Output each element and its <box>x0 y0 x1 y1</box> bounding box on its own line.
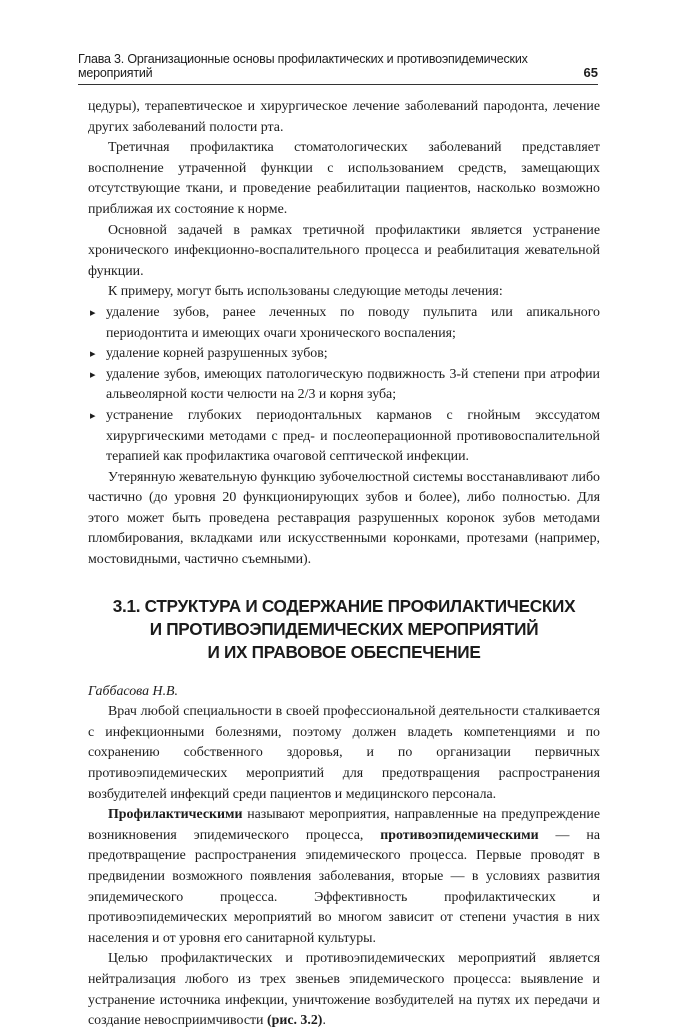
running-header <box>78 52 598 85</box>
bullet-arrow-icon: ▸ <box>90 409 96 422</box>
bullet-arrow-icon: ▸ <box>90 348 96 361</box>
list-item-text: удаление зубов, ранее леченных по поводу пульпита или апикального периодонтита и имеющих очаги хронического воспаления; <box>106 304 600 341</box>
section-author: Габбасова Н.В. <box>88 683 178 699</box>
list-item <box>90 344 600 365</box>
paragraph: Врач любой специальности в своей профессиональной деятельности сталкивается с инфекционными болезнями, поэтому должен владеть компетенциями и по сохранению собственного здоровья, и по организации первичных противоэпидемических мероприятий для предотвращения распространения возбудителей инфекций среди пациентов и медицинского персонала. <box>88 704 600 802</box>
paragraph: К примеру, могут быть использованы следующие методы лечения: <box>108 284 503 300</box>
list-item-text: удаление корней разрушенных зубов; <box>106 346 328 362</box>
section-heading-line: 3.1. СТРУКТУРА И СОДЕРЖАНИЕ ПРОФИЛАКТИЧЕСКИХ <box>112 595 576 616</box>
section-heading <box>88 595 600 664</box>
list-item <box>90 406 600 468</box>
figure-reference: (рис. 3.2) <box>266 1013 323 1029</box>
term-preventive: Профилактическими <box>108 807 243 823</box>
list-item-text: устранение глубоких периодонтальных карманов с гнойным экссудатом хирургическими методами с пред- и послеоперационной противовоспалительной терапией как профилактика очаговой септической инфекции. <box>106 407 600 465</box>
list-item <box>90 303 600 344</box>
paragraph: Основной задачей в рамках третичной профилактики является устранение хронического инфекционно-воспалительного процесса и реабилитация жевательной функции. <box>88 222 600 279</box>
chapter-title: Глава 3. Организационные основы профилактических и противоэпидемических мероприятий <box>78 52 528 80</box>
paragraph-text: Целью профилактических и противоэпидемических мероприятий является нейтрализация любого из трех звеньев эпидемического процесса: выявление и устранение источника инфекции, уничтожение возбудителей на путях их передачи и создание невосприимчивости <box>88 951 600 1029</box>
bullet-arrow-icon: ▸ <box>90 368 96 381</box>
paragraph-end: . <box>322 1013 326 1029</box>
paragraph <box>88 949 600 1031</box>
page-number: 65 <box>583 65 598 80</box>
bullet-arrow-icon: ▸ <box>90 306 96 319</box>
list-item <box>90 365 600 406</box>
section-heading-line: И ПРОТИВОЭПИДЕМИЧЕСКИХ МЕРОПРИЯТИЙ <box>149 618 539 639</box>
paragraph-text: — на предотвращение распространения эпидемического процесса. Первые проводят в предвидении возможного появления заболевания, вторые — в условиях развития эпидемического процесса. Эффективность профилактических и противоэпидемических мероприятий во многом зависит от степени участия в них населения и от уровня его санитарной культуры. <box>88 827 601 946</box>
paragraph <box>88 805 600 949</box>
treatment-methods-list <box>88 303 600 468</box>
paragraph: Утерянную жевательную функцию зубочелюстной системы восстанавливают либо частично (до уровня 20 функционирующих зубов и более), либо полностью. Для этого может быть проведена реставрация разрушенных коронок зубов методами пломбирования, вкладками или искусственными коронками, протезами (например, мостовидными, частично съемными). <box>88 469 600 568</box>
paragraph-text: называют мероприятия, направленные на предупреждение возникновения эпидемического процесса, <box>88 807 600 843</box>
term-antiepidemic: противоэпидемическими <box>380 827 539 843</box>
page-body <box>88 97 600 1032</box>
paragraph: цедуры), терапевтическое и хирургическое лечение заболеваний пародонта, лечение других заболеваний полости рта. <box>88 99 600 135</box>
section-heading-line: И ИХ ПРАВОВОЕ ОБЕСПЕЧЕНИЕ <box>207 641 481 662</box>
paragraph: Третичная профилактика стоматологических заболеваний представляет восполнение утраченной функции с использованием средств, замещающих отсутствующие ткани, и проведение реабилитации пациентов, насколько возможно приближая их состояние к норме. <box>88 140 600 217</box>
list-item-text: удаление зубов, имеющих патологическую подвижность 3-й степени при атрофии альвеолярной кости челюсти на 2/3 и корня зуба; <box>106 366 600 403</box>
